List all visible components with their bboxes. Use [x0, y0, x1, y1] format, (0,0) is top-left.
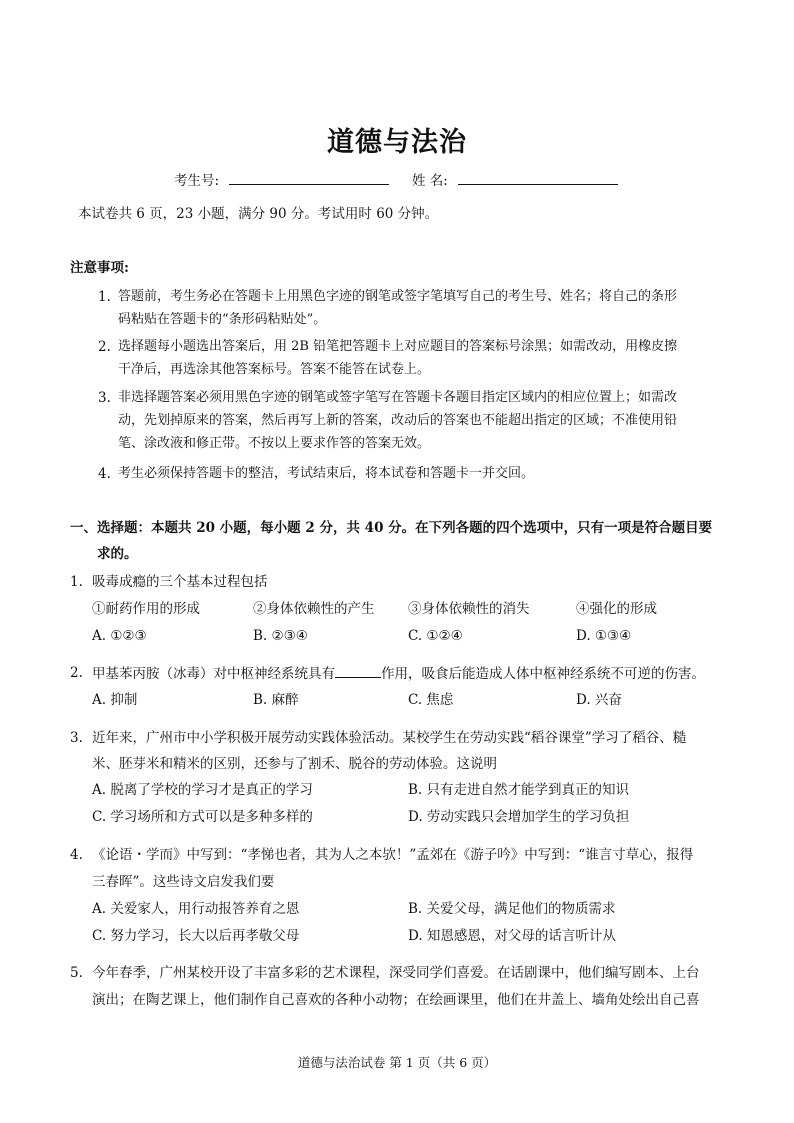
exam-id-row	[174, 170, 618, 191]
question-4-option-b[interactable]: B. 关爱父母，满足他们的物质需求	[408, 901, 616, 917]
question-1-number: 1.	[70, 574, 83, 590]
question-1-item-1: ①耐药作用的形成	[92, 601, 200, 617]
notice-3-line-2: 动，先划掉原来的答案，然后再写上新的答案，改动后的答案也不能超出指定的区域；不准使用铅	[118, 413, 678, 428]
question-2-stem	[92, 663, 705, 684]
exam-id-label: 考生号:	[174, 173, 220, 189]
notice-1-line-2: 码粘贴在答题卡的“条形码粘贴处”。	[118, 312, 327, 327]
question-3-option-a[interactable]: A. 脱离了学校的学习才是真正的学习	[92, 782, 313, 798]
question-1-item-3: ③身体依赖性的消失	[408, 601, 530, 617]
question-2-option-c[interactable]: C. 焦虑	[408, 692, 454, 708]
question-1-option-d[interactable]: D. ①③④	[576, 628, 632, 644]
notice-4-line-1: 考生必须保持答题卡的整洁，考试结束后，将本试卷和答题卡一并交回。	[118, 466, 535, 481]
notice-2-line-2: 干净后，再选涂其他答案标号。答案不能答在试卷上。	[118, 362, 431, 377]
question-2-blank[interactable]	[335, 663, 381, 678]
question-2-option-d[interactable]: D. 兴奋	[576, 692, 622, 708]
question-1-item-2: ②身体依赖性的产生	[253, 601, 375, 617]
notice-heading: 注意事项:	[70, 260, 129, 276]
name-blank[interactable]	[458, 170, 618, 185]
notice-num-3: 3.	[98, 390, 111, 406]
section-heading-line-1: 一、选择题：本题共 20 小题，每小题 2 分，共 40 分。在下列各题的四个选项中，只有一项是符合题目要	[70, 520, 713, 536]
name-label: 姓 名:	[411, 173, 448, 189]
question-1-item-4: ④强化的形成	[576, 601, 657, 617]
question-1-stem: 吸毒成瘾的三个基本过程包括	[92, 574, 268, 590]
question-3-stem-line-1: 近年来，广州市中小学积极开展劳动实践体验活动。某校学生在劳动实践“稻谷课堂”学习了稻谷、糙	[92, 730, 687, 746]
question-4-option-c[interactable]: C. 努力学习，长大以后再孝敬父母	[92, 928, 300, 944]
question-4-stem-line-1: 《论语・学而》中写到：“孝悌也者，其为人之本欤！”孟郊在《游子吟》中写到：“谁言寸草心，报得	[92, 847, 694, 863]
question-4-option-d[interactable]: D. 知恩感恩，对父母的话言听计从	[408, 928, 616, 944]
notice-1-line-1: 答题前，考生务必在答题卡上用黑色字迹的钢笔或签字笔填写自己的考生号、姓名；将自己的条形	[118, 289, 678, 304]
question-4-option-a[interactable]: A. 关爱家人，用行动报答养育之恩	[92, 901, 300, 917]
notice-2-line-1: 选择题每小题选出答案后，用 2B 铅笔把答题卡上对应题目的答案标号涂黑；如需改动，用橡皮擦	[118, 339, 678, 354]
exam-intro: 本试卷共 6 页，23 小题，满分 90 分。考试用时 60 分钟。	[78, 206, 439, 222]
notice-num-4: 4.	[98, 466, 111, 482]
exam-id-blank[interactable]	[229, 170, 389, 185]
question-1-option-a[interactable]: A. ①②③	[92, 628, 147, 644]
page-title: 道德与法治	[327, 127, 467, 158]
question-2-stem-after: 作用，吸食后能造成人体中枢神经系统不可逆的伤害。	[381, 666, 705, 682]
question-5-number: 5.	[70, 965, 83, 981]
question-2-option-b[interactable]: B. 麻醉	[253, 692, 299, 708]
question-3-option-c[interactable]: C. 学习场所和方式可以是多种多样的	[92, 809, 313, 825]
question-5-stem-line-1: 今年春季，广州某校开设了丰富多彩的艺术课程，深受同学们喜爱。在话剧课中，他们编写剧本、上台	[92, 965, 700, 981]
question-5-stem-line-2: 演出；在陶艺课上，他们制作自己喜欢的各种小动物；在绘画课里，他们在井盖上、墙角处绘出自己喜	[92, 992, 700, 1008]
page-footer: 道德与法治试卷 第 1 页（共 6 页）	[297, 1055, 497, 1070]
notice-num-1: 1.	[98, 289, 111, 305]
question-3-number: 3.	[70, 730, 83, 746]
notice-num-2: 2.	[98, 339, 111, 355]
notice-3-line-3: 笔、涂改液和修正带。不按以上要求作答的答案无效。	[118, 436, 431, 451]
question-1-option-c[interactable]: C. ①②④	[408, 628, 463, 644]
notice-3-line-1: 非选择题答案必须用黑色字迹的钢笔或签字笔写在答题卡各题目指定区域内的相应位置上；如需改	[118, 390, 678, 405]
section-heading-line-2: 求的。	[97, 546, 138, 562]
question-2-stem-before: 甲基苯丙胺（冰毒）对中枢神经系统具有	[92, 666, 335, 682]
question-4-number: 4.	[70, 847, 83, 863]
question-3-stem-line-2: 米、胚芽米和精米的区别，还参与了割禾、脱谷的劳动体验。这说明	[92, 756, 497, 772]
question-2-option-a[interactable]: A. 抑制	[92, 692, 138, 708]
question-3-option-d[interactable]: D. 劳动实践只会增加学生的学习负担	[408, 809, 630, 825]
question-3-option-b[interactable]: B. 只有走进自然才能学到真正的知识	[408, 782, 630, 798]
question-1-option-b[interactable]: B. ②③④	[253, 628, 308, 644]
question-4-stem-line-2: 三春晖”。这些诗文启发我们要	[92, 874, 275, 890]
question-2-number: 2.	[70, 665, 83, 681]
